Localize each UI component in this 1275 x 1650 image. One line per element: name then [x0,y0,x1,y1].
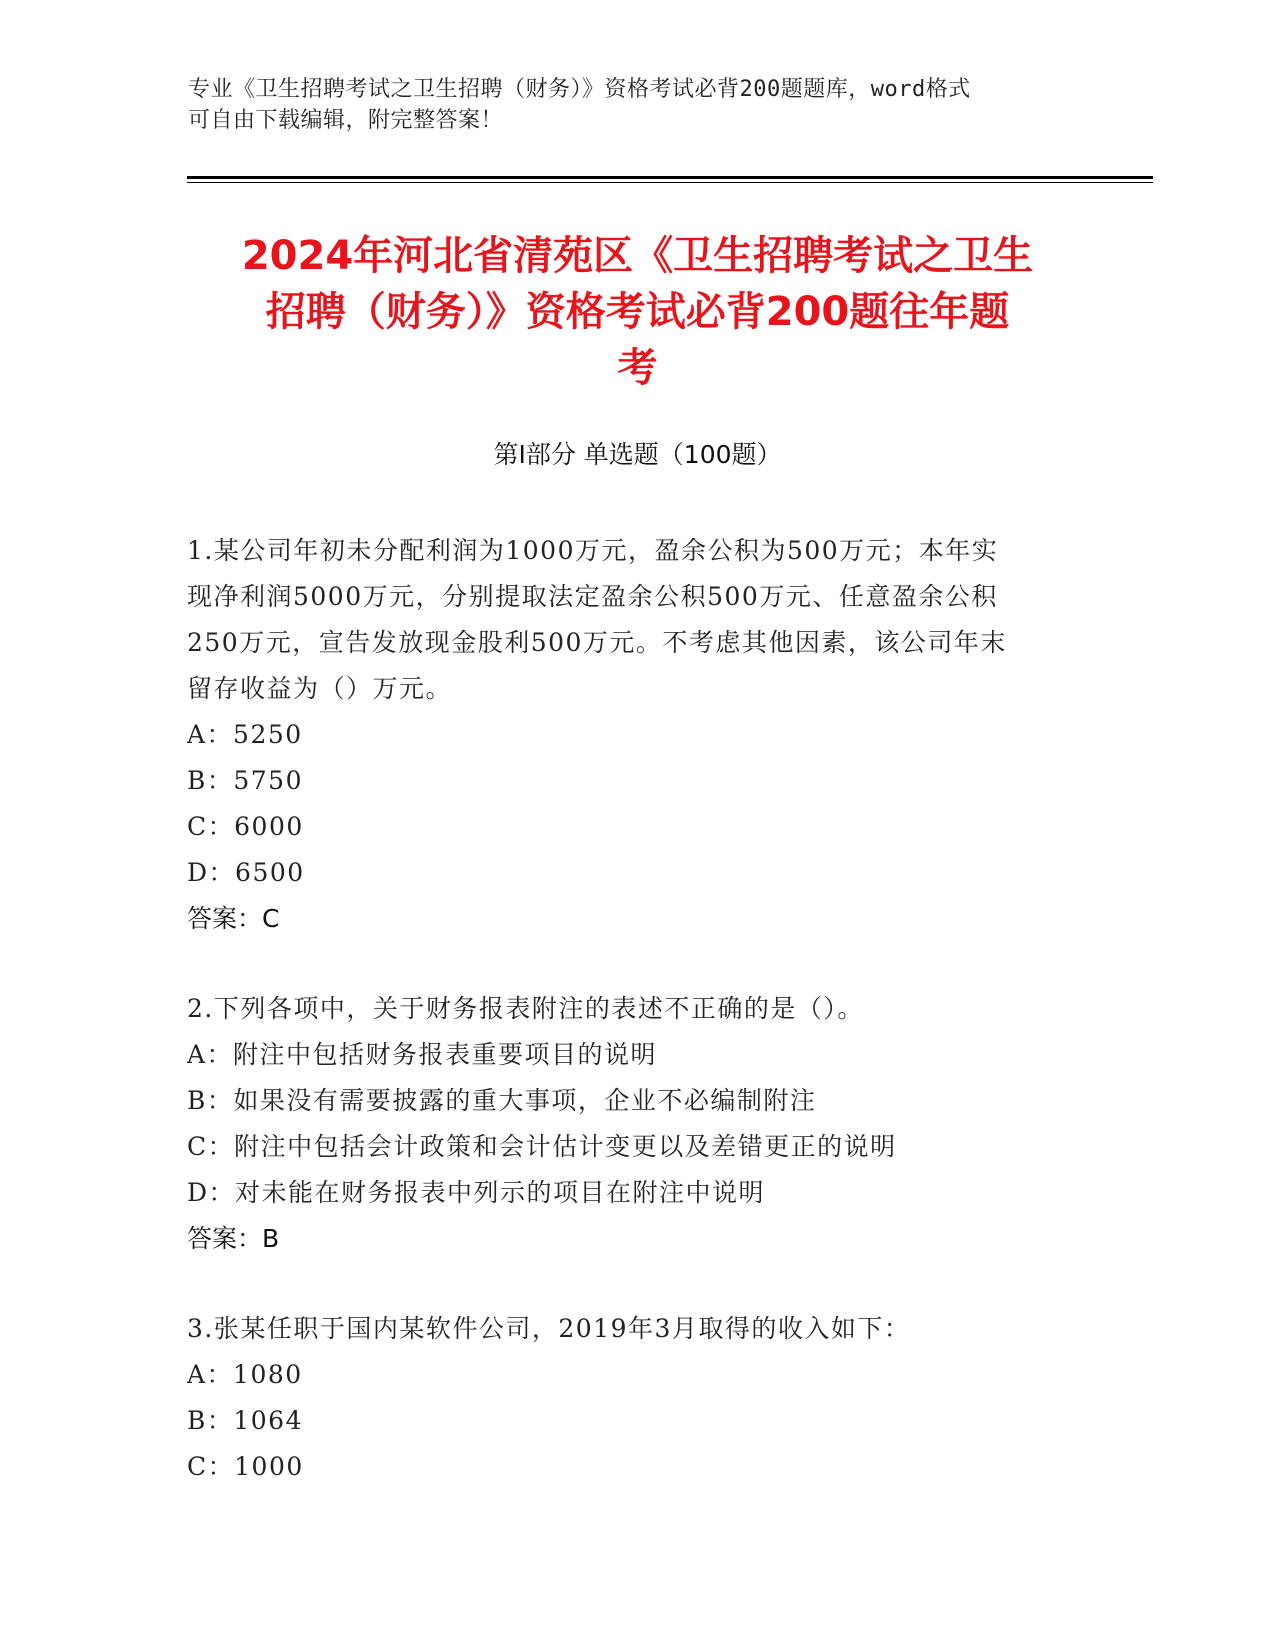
question-stem-line: 留存收益为（）万元。 [187,674,453,703]
option-a: A：5250 [187,720,303,749]
spacer [187,1262,1087,1306]
option-b: B：1064 [187,1406,303,1435]
title-line: 2024年河北省清苑区《卫生招聘考试之卫生 [241,233,1034,279]
spacer [187,942,1087,986]
option-d: D：对未能在财务报表中列示的项目在附注中说明 [187,1178,766,1207]
header-rule-thick [187,176,1153,179]
question-stem-line: 250万元，宣告发放现金股利500万元。不考虑其他因素，该公司年末 [187,628,1007,657]
option-b: B：如果没有需要披露的重大事项，企业不必编制附注 [187,1086,817,1115]
option-c: C：附注中包括会计政策和会计估计变更以及差错更正的说明 [187,1132,897,1161]
question-stem-line: 3.张某任职于国内某软件公司，2019年3月取得的收入如下： [187,1314,911,1343]
option-c: C：6000 [187,812,304,841]
option-a: A：附注中包括财务报表重要项目的说明 [187,1040,658,1069]
document-title [140,228,1135,396]
answer-line: 答案：C [187,904,280,933]
header-rule-thin [187,182,1153,183]
question-2 [187,986,1087,1262]
header-note-line: 专业《卫生招聘考试之卫生招聘（财务）》资格考试必背200题题库，word格式 [188,77,971,102]
option-d: D：6500 [187,858,305,887]
question-list [187,528,1087,1490]
header-note-line: 可自由下载编辑，附完整答案！ [188,108,504,133]
title-line: 招聘（财务）》资格考试必背200题往年题 [265,289,1010,335]
section-title: 第Ⅰ部分 单选题（100题） [493,440,782,469]
question-1 [187,528,1087,942]
option-c: C：1000 [187,1452,304,1481]
title-line: 考 [617,345,658,391]
question-stem-line: 现净利润5000万元，分别提取法定盈余公积500万元、任意盈余公积 [187,582,998,611]
header-note [188,74,1088,136]
option-b: B：5750 [187,766,303,795]
question-stem-line: 1.某公司年初未分配利润为1000万元，盈余公积为500万元；本年实 [187,536,999,565]
option-a: A：1080 [187,1360,303,1389]
question-3 [187,1306,1087,1490]
answer-line: 答案：B [187,1224,280,1253]
question-stem-line: 2.下列各项中，关于财务报表附注的表述不正确的是（）。 [187,994,864,1023]
